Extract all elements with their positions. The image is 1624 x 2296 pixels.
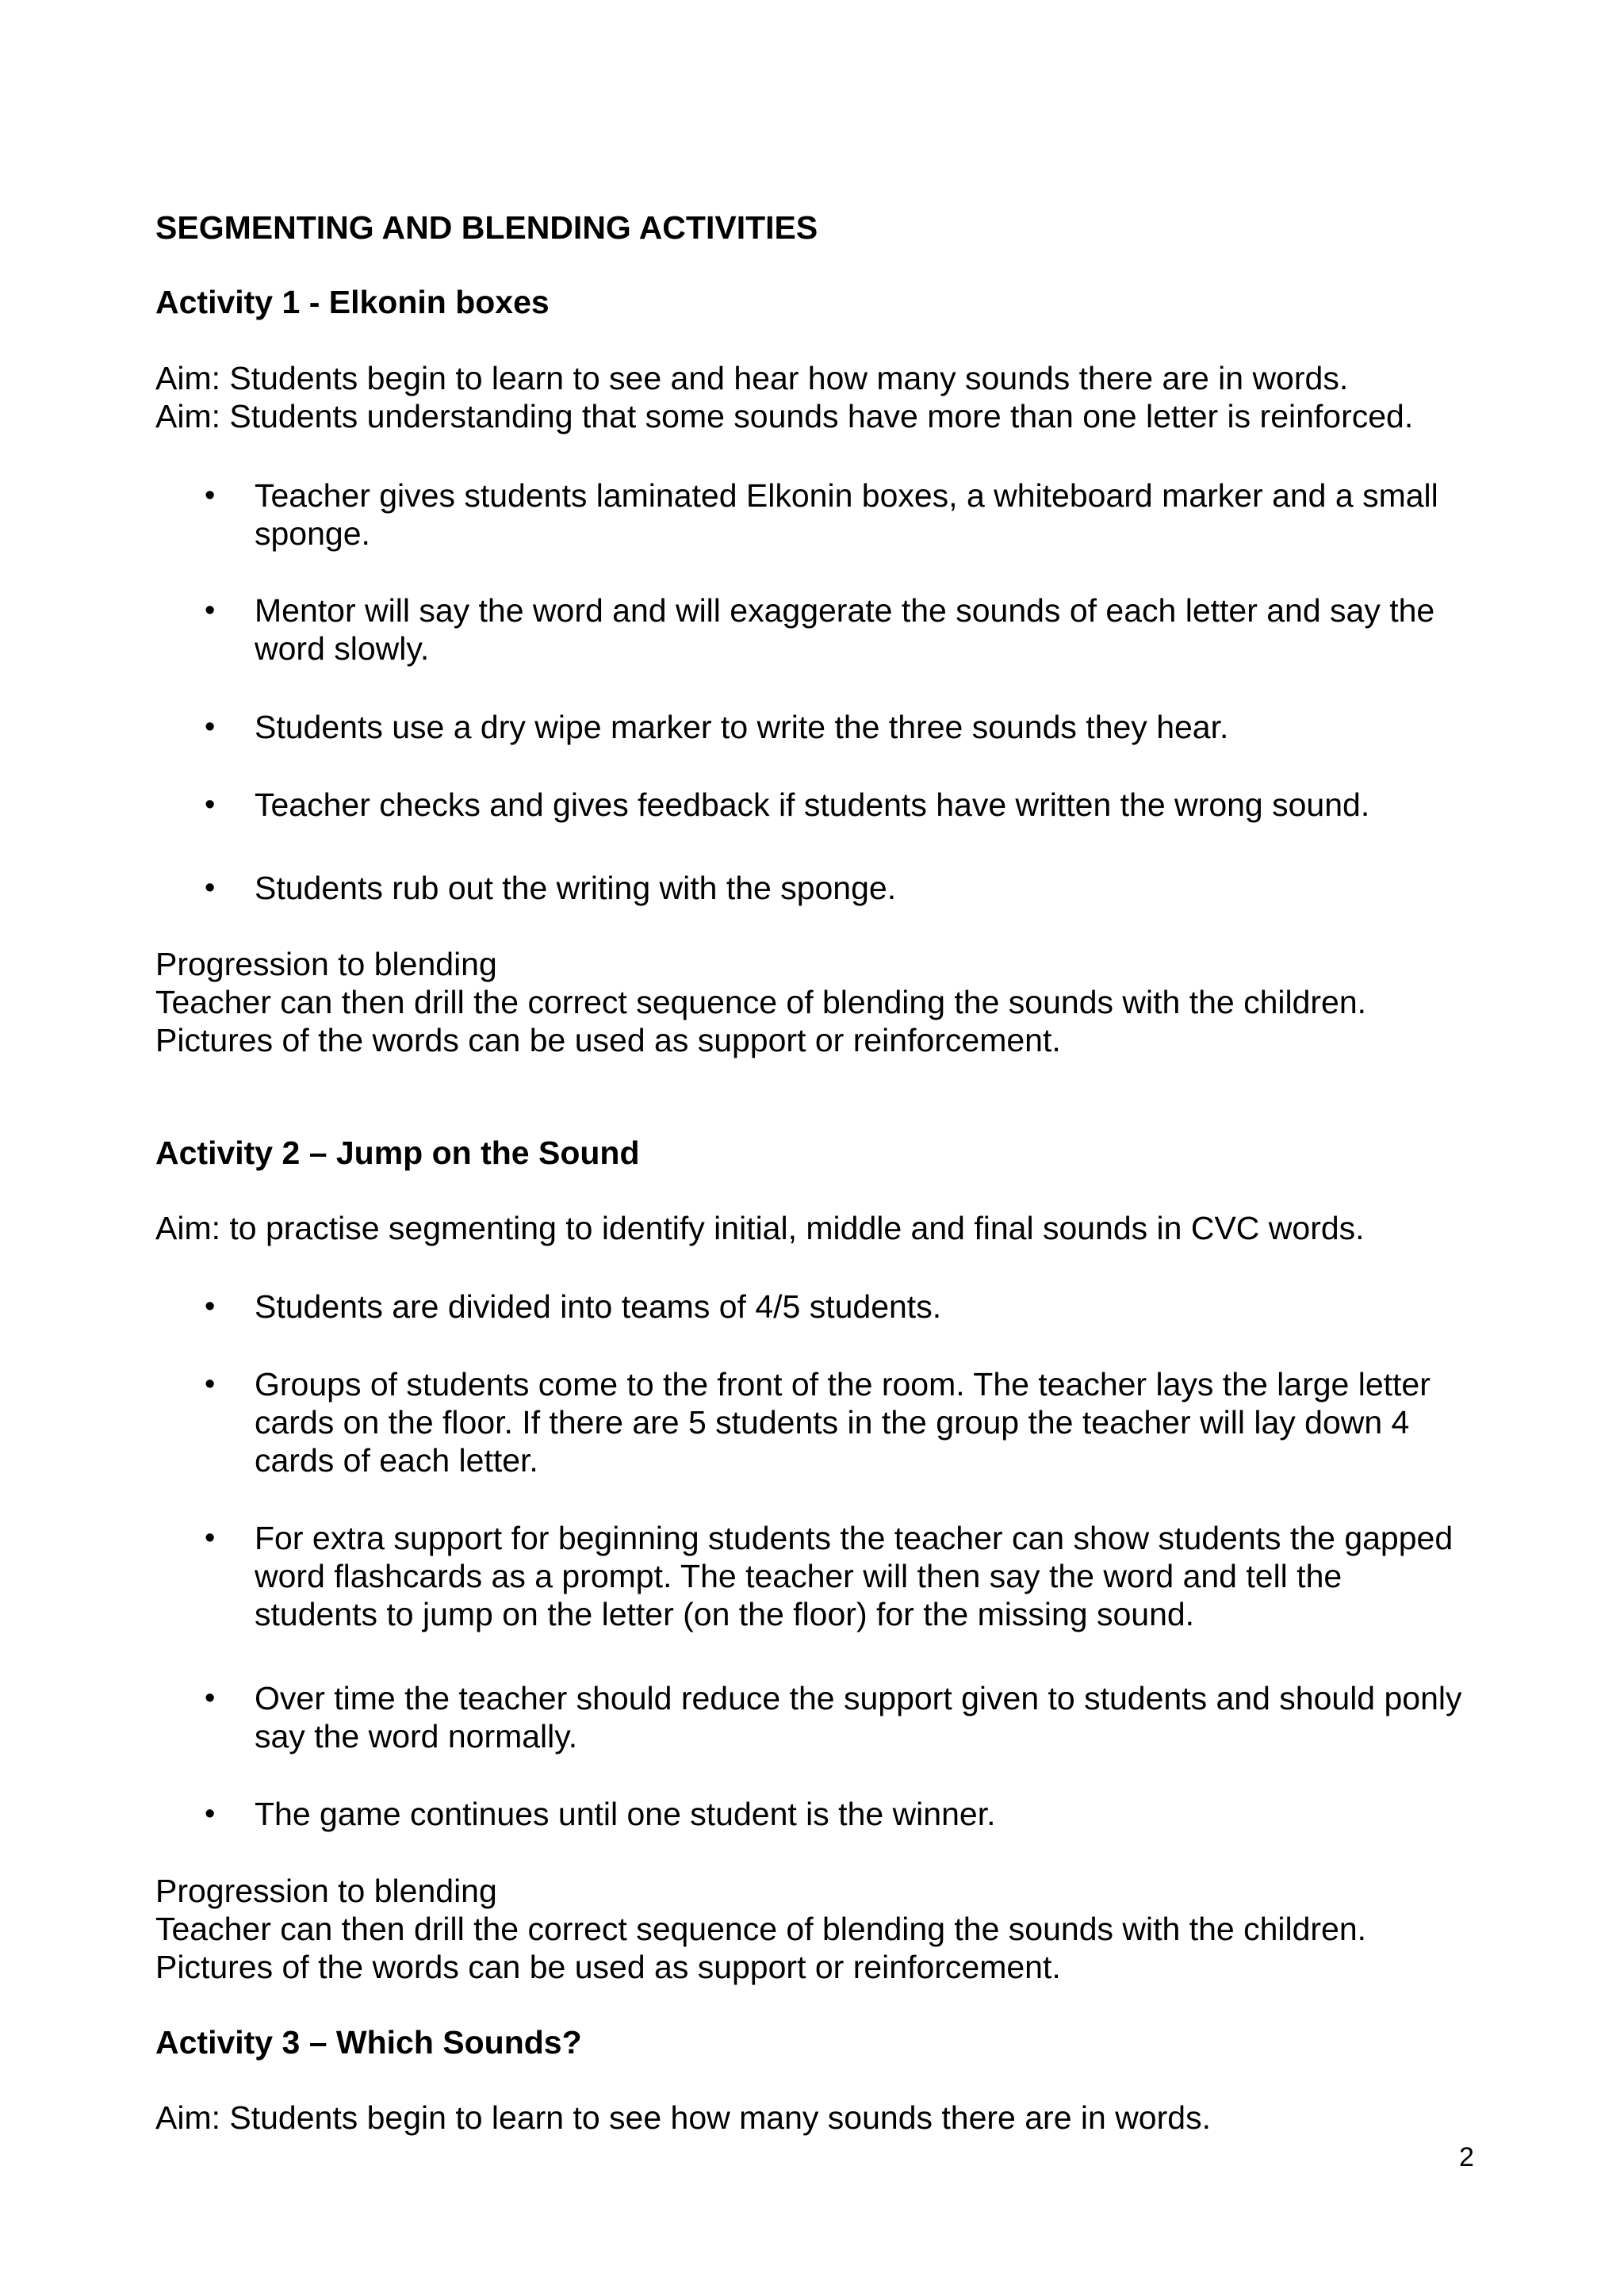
activity-2-bullet-2-line-3: cards of each letter. xyxy=(255,1442,538,1479)
activity-2-progression-line-1: Teacher can then drill the correct sequence of blending the sounds with the children. xyxy=(155,1911,1367,1947)
main-title: SEGMENTING AND BLENDING ACTIVITIES xyxy=(155,209,818,246)
bullet-marker: • xyxy=(205,710,216,744)
activity-1-aim-1: Aim: Students begin to learn to see and hear how many sounds there are in words. xyxy=(155,360,1349,396)
activity-2-bullet-1-line-1: Students are divided into teams of 4/5 students. xyxy=(255,1288,942,1325)
activity-1-aim-2: Aim: Students understanding that some sounds have more than one letter is reinforced. xyxy=(155,398,1414,434)
activity-2-bullet-2-line-1: Groups of students come to the front of the room. The teacher lays the large letter xyxy=(255,1366,1431,1402)
bullet-marker: • xyxy=(205,1682,216,1715)
activity-1-progression-line-2: Pictures of the words can be used as support or reinforcement. xyxy=(155,1022,1061,1058)
activity-2-title: Activity 2 – Jump on the Sound xyxy=(155,1135,640,1171)
activity-2-bullet-2-line-2: cards on the floor. If there are 5 students in the group the teacher will lay down 4 xyxy=(255,1404,1410,1441)
bullet-marker: • xyxy=(205,1521,216,1555)
activity-1-bullet-1-line-2: sponge. xyxy=(255,515,370,552)
activity-2-bullet-4-line-2: say the word normally. xyxy=(255,1718,578,1755)
activity-1-progression-heading: Progression to blending xyxy=(155,946,497,982)
activity-2-bullet-3-line-2: word flashcards as a prompt. The teacher will then say the word and tell the xyxy=(255,1558,1342,1594)
activity-1-title: Activity 1 - Elkonin boxes xyxy=(155,284,550,320)
bullet-marker: • xyxy=(205,871,216,905)
activity-2-bullet-5-line-1: The game continues until one student is the winner. xyxy=(255,1796,996,1832)
bullet-marker: • xyxy=(205,479,216,512)
bullet-marker: • xyxy=(205,1797,216,1831)
activity-2-bullet-3-line-1: For extra support for beginning students the teacher can show students the gapped xyxy=(255,1520,1454,1556)
activity-1-bullet-2-line-1: Mentor will say the word and will exaggerate the sounds of each letter and say the xyxy=(255,592,1435,629)
activity-2-aim: Aim: to practise segmenting to identify initial, middle and final sounds in CVC words. xyxy=(155,1210,1365,1246)
activity-2-bullet-4-line-1: Over time the teacher should reduce the support given to students and should ponly xyxy=(255,1680,1462,1716)
activity-1-bullet-2-line-2: word slowly. xyxy=(255,630,430,667)
activity-1-bullet-4-line-1: Teacher checks and gives feedback if students have written the wrong sound. xyxy=(255,786,1370,823)
activity-1-bullet-3-line-1: Students use a dry wipe marker to write the three sounds they hear. xyxy=(255,709,1229,745)
activity-1-progression-line-1: Teacher can then drill the correct sequence of blending the sounds with the children. xyxy=(155,984,1367,1020)
activity-1-bullet-5-line-1: Students rub out the writing with the sponge. xyxy=(255,870,897,906)
bullet-marker: • xyxy=(205,788,216,821)
bullet-marker: • xyxy=(205,1290,216,1323)
activity-2-bullet-3-line-3: students to jump on the letter (on the floor) for the missing sound. xyxy=(255,1596,1195,1632)
bullet-marker: • xyxy=(205,594,216,627)
activity-2-progression-line-2: Pictures of the words can be used as support or reinforcement. xyxy=(155,1949,1061,1985)
activity-1-bullet-1-line-1: Teacher gives students laminated Elkonin boxes, a whiteboard marker and a small xyxy=(255,477,1438,514)
bullet-marker: • xyxy=(205,1368,216,1401)
activity-3-aim: Aim: Students begin to learn to see how many sounds there are in words. xyxy=(155,2099,1211,2136)
activity-2-progression-heading: Progression to blending xyxy=(155,1873,497,1909)
page-number: 2 xyxy=(1459,2142,1474,2172)
activity-3-title: Activity 3 – Which Sounds? xyxy=(155,2024,582,2061)
